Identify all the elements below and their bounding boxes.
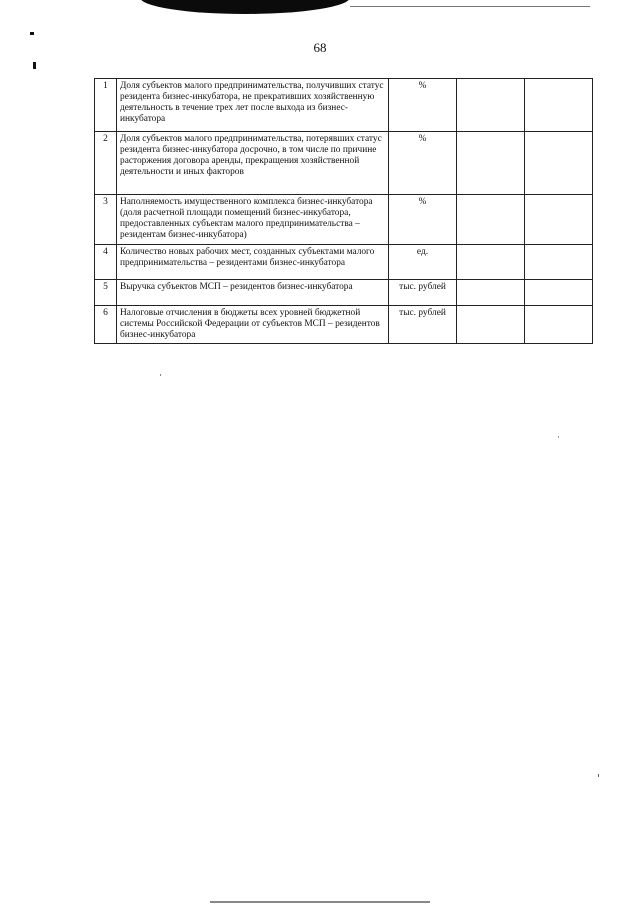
page-number: 68 (313, 40, 327, 55)
value-cell (525, 245, 593, 280)
value-cell (525, 280, 593, 306)
indicator-name: Налоговые отчисления в бюджеты всех уровней бюджетной системы Российской Федерации от субъектов МСП – резидентов бизнес-инкубатора (117, 306, 389, 344)
unit-cell: % (389, 132, 457, 195)
scan-artifact-bottom (210, 901, 430, 903)
indicators-table (94, 78, 593, 344)
unit-cell: % (389, 79, 457, 132)
value-cell (525, 132, 593, 195)
value-cell (457, 132, 525, 195)
scan-artifact-top (140, 0, 350, 14)
value-cell (457, 195, 525, 245)
scan-speck (30, 32, 34, 35)
table-row (95, 280, 593, 306)
row-number: 4 (95, 245, 117, 280)
scan-speck (558, 436, 559, 438)
table-row (95, 132, 593, 195)
indicator-name: Количество новых рабочих мест, созданных субъектами малого предпринимательства – резидентами бизнес-инкубатора (117, 245, 389, 280)
value-cell (457, 280, 525, 306)
table-row (95, 245, 593, 280)
indicator-name: Выручка субъектов МСП – резидентов бизнес-инкубатора (117, 280, 389, 306)
scan-speck (598, 774, 599, 777)
unit-cell: тыс. рублей (389, 306, 457, 344)
value-cell (525, 79, 593, 132)
value-cell (525, 195, 593, 245)
row-number: 3 (95, 195, 117, 245)
value-cell (525, 306, 593, 344)
scan-speck (33, 62, 36, 69)
table-row (95, 79, 593, 132)
row-number: 1 (95, 79, 117, 132)
value-cell (457, 245, 525, 280)
row-number: 2 (95, 132, 117, 195)
indicator-name: Наполняемость имущественного комплекса бизнес-инкубатора (доля расчетной площади помещений бизнес-инкубатора, предоставленных субъектам малого предпринимательства – резидентам бизнес-инкубатора) (117, 195, 389, 245)
indicator-name: Доля субъектов малого предпринимательства, потерявших статус резидента бизнес-инкубатора досрочно, в том числе по причине расторжения договора аренды, прекращения хозяйственной деятельности и иных факторов (117, 132, 389, 195)
value-cell (457, 306, 525, 344)
unit-cell: ед. (389, 245, 457, 280)
table-row (95, 306, 593, 344)
row-number: 6 (95, 306, 117, 344)
unit-cell: % (389, 195, 457, 245)
indicator-name: Доля субъектов малого предпринимательства, получивших статус резидента бизнес-инкубатора, не прекративших хозяйственную деятельность в течение трех лет после выхода из бизнес-инкубатора (117, 79, 389, 132)
scan-artifact-line (350, 6, 590, 7)
unit-cell: тыс. рублей (389, 280, 457, 306)
value-cell (457, 79, 525, 132)
row-number: 5 (95, 280, 117, 306)
scan-speck (160, 374, 161, 376)
table-row (95, 195, 593, 245)
